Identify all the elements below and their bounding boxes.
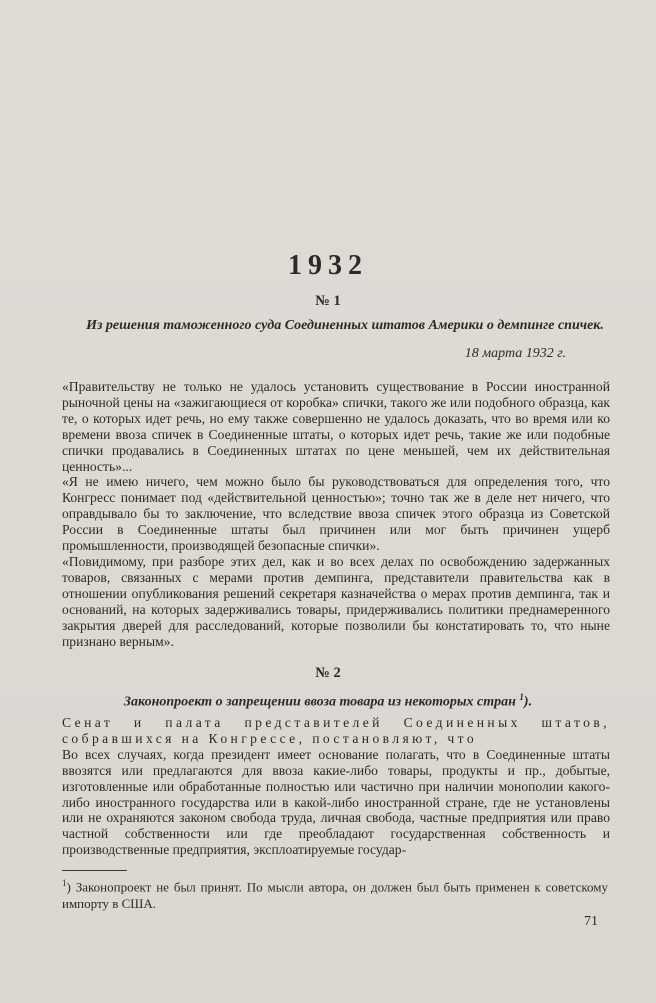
document-1-date: 18 марта 1932 г. xyxy=(464,346,566,361)
footnote-divider xyxy=(62,870,127,871)
footnote-mark: 1 xyxy=(62,878,67,888)
document-1-number: № 1 xyxy=(315,293,341,309)
enacting-clause: Сенат и палата представителей Соединенных штатов, собравшихся на Конгрессе, постановляют, что xyxy=(62,715,610,746)
footnote-reference: 1 xyxy=(519,692,524,702)
footnote-text: ) Законопроект не был принят. По мысли автора, он должен был быть применен к советскому импорту в США. xyxy=(62,879,608,912)
document-1-paragraph: «Повидимому, при разборе этих дел, как и во всех делах по освобождению задержанных товаров, связанных с мерами против демпинга, представители правительства как в отношении опубликования решений секретаря казначейства о мерах против демпинга, так и оснований, на которых задерживались товары, придерживались политики преднамеренного закрытия дверей для расследований, которые позволили бы констатировать то, что ныне признано верным». xyxy=(62,553,610,649)
document-2-number: № 2 xyxy=(315,665,341,681)
document-1-paragraph: «Правительству не только не удалось установить существование в России иностранной рыночной цены на «зажигающиеся от коробка» спички, такого же или подобного образца, как те, о которых идет речь, но ему также совершенно не удалось доказать, что во время или ко времени ввоза спичек в Соединенные штаты, о которых идет речь, такие же или подобные спички продавались в Соединенных штатах по цене меньшей, чем их действительная ценность»... xyxy=(62,379,610,474)
document-2-title xyxy=(0,689,656,711)
document-1-paragraph: «Я не имею ничего, чем можно было бы руководствоваться для определения того, что Конгресс понимает под «действительной ценностью»; точно так же в деле нет ничего, что оправдывало бы то заключение, что вследствие ввоза спичек этого образца из Советской России в Соединенные штаты был причинен или мог быть причинен ущерб промышленности, производящей безопасные спички». xyxy=(62,474,610,554)
year-heading: 1932 xyxy=(288,250,368,281)
page-number: 71 xyxy=(584,914,598,929)
document-1-title: Из решения таможенного суда Соединенных штатов Америки о демпинге спичек. xyxy=(86,318,604,333)
document-1-body xyxy=(62,379,610,649)
document-2-body xyxy=(62,715,610,858)
footnote xyxy=(62,875,608,912)
document-2-paragraph: Во всех случаях, когда президент имеет основание полагать, что в Соединенные штаты ввозятся или предлагаются для ввоза какие-либо товары, продукты и пр., добытые, изготовленные или обработанные полностью или частично при наличии монополии какого-либо иностранного государства или в какой-либо иностранной стране, где не установлены или не охраняются законом свобода труда, личная свобода, частные предприятия или право частной собственности или где преобладают государственная собственность и производственные предприятия, эксплоатируемые государ- xyxy=(62,746,610,858)
document-2-title-end: ). xyxy=(523,694,533,710)
document-2-title-text: Законопроект о запрещении ввоза товара из некоторых стран xyxy=(123,694,516,710)
